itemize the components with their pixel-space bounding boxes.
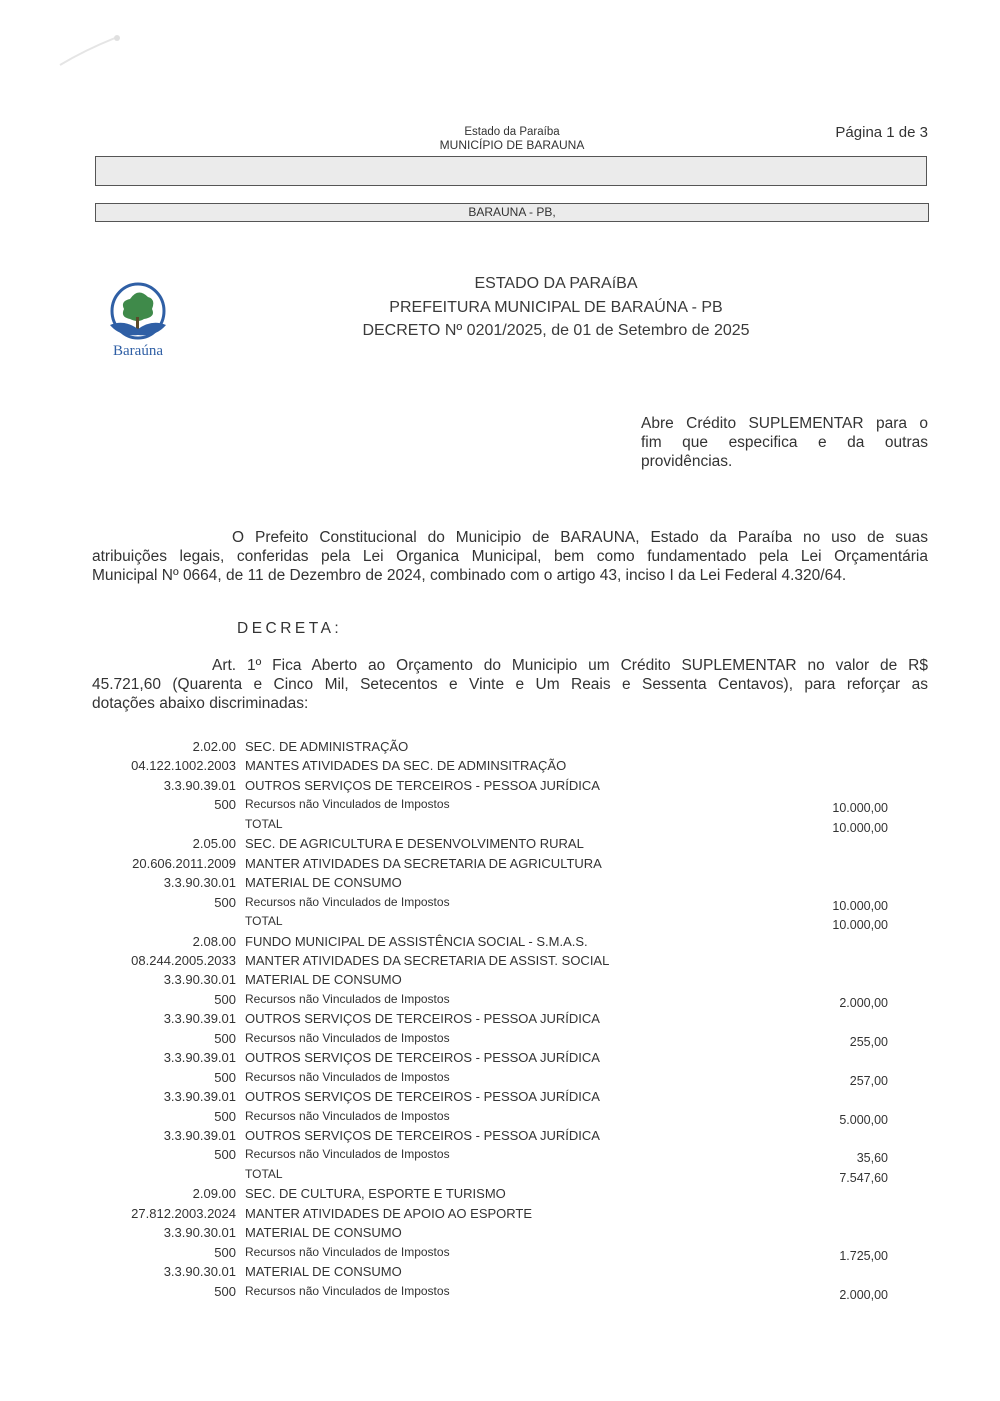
- budget-row-action: [0, 758, 1000, 777]
- budget-desc: OUTROS SERVIÇOS DE TERCEIROS - PESSOA JURÍDICA: [245, 1050, 600, 1066]
- summary-line: providências.: [641, 453, 733, 470]
- budget-desc: MATERIAL DE CONSUMO: [245, 972, 402, 988]
- budget-desc: MANTER ATIVIDADES DA SECRETARIA DE AGRICULTURA: [245, 855, 602, 871]
- budget-code: 2.08.00: [192, 933, 236, 949]
- budget-row-source: [0, 1245, 1000, 1264]
- budget-code: 3.3.90.30.01: [163, 1264, 236, 1280]
- budget-code: 3.3.90.39.01: [163, 1011, 236, 1027]
- budget-code: 3.3.90.39.01: [163, 1089, 236, 1105]
- header-municipality: MUNICÍPIO DE BARAUNA: [439, 138, 585, 152]
- budget-desc-leader: [245, 797, 782, 811]
- budget-desc: Recursos não Vinculados de Impostos: [245, 1244, 450, 1259]
- budget-row-source: [0, 1147, 1000, 1166]
- budget-row-element: [0, 1050, 1000, 1069]
- budget-code: 2.02.00: [192, 739, 236, 754]
- budget-desc-leader: [245, 1245, 782, 1259]
- budget-amount: 2.000,00: [839, 1287, 888, 1302]
- budget-amount: 2.000,00: [839, 995, 888, 1010]
- budget-desc: TOTAL: [245, 816, 283, 831]
- budget-desc: Recursos não Vinculados de Impostos: [245, 991, 450, 1006]
- scan-smudge: [55, 30, 135, 70]
- article-line: dotações abaixo discriminadas:: [92, 695, 309, 712]
- budget-code: 3.3.90.39.01: [163, 777, 236, 793]
- budget-desc-leader: [245, 817, 782, 831]
- budget-desc: Recursos não Vinculados de Impostos: [245, 1108, 450, 1123]
- budget-code: 500: [214, 797, 236, 813]
- budget-code: 500: [214, 1030, 236, 1046]
- budget-code: 500: [214, 1283, 236, 1299]
- budget-code: 08.244.2005.2033: [131, 952, 236, 968]
- budget-code: 3.3.90.30.01: [163, 1225, 236, 1241]
- preamble-line: atribuições legais, conferidas pela Lei Organica Municipal, bem como fundamentado pela Lei Orçamentária: [92, 548, 928, 565]
- budget-row-source: [0, 1070, 1000, 1089]
- budget-amount: 255,00: [849, 1034, 888, 1049]
- budget-desc: OUTROS SERVIÇOS DE TERCEIROS - PESSOA JURÍDICA: [245, 1128, 600, 1143]
- decree-title: DECRETO Nº 0201/2025, de 01 de Setembro de 2025: [362, 322, 750, 339]
- budget-desc: SEC. DE ADMINISTRAÇÃO: [245, 739, 409, 754]
- title-state: ESTADO DA PARAíBA: [474, 275, 638, 292]
- budget-code: 2.05.00: [192, 836, 236, 852]
- budget-desc: OUTROS SERVIÇOS DE TERCEIROS - PESSOA JURÍDICA: [245, 1089, 600, 1105]
- budget-amount: 1.725,00: [839, 1248, 888, 1263]
- budget-desc: Recursos não Vinculados de Impostos: [245, 797, 450, 812]
- budget-row-source: [0, 992, 1000, 1011]
- budget-desc-leader: [245, 1031, 782, 1045]
- preamble-line: O Prefeito Constitucional do Municipio de BARAUNA, Estado da Paraíba no uso de suas: [232, 529, 928, 546]
- budget-desc: Recursos não Vinculados de Impostos: [245, 1147, 450, 1162]
- budget-desc: TOTAL: [245, 914, 283, 929]
- budget-code: 04.122.1002.2003: [131, 758, 236, 774]
- budget-row-unit: [0, 836, 1000, 855]
- budget-code: 3.3.90.39.01: [163, 1128, 236, 1143]
- summary-line: fim que especifica e da outras: [641, 434, 928, 451]
- budget-desc: OUTROS SERVIÇOS DE TERCEIROS - PESSOA JURÍDICA: [245, 1011, 600, 1027]
- budget-amount: 7.547,60: [839, 1170, 888, 1185]
- budget-amount: 10.000,00: [832, 898, 888, 913]
- budget-code: 500: [214, 1147, 236, 1163]
- municipal-logo-icon: [100, 281, 176, 361]
- budget-desc: MANTER ATIVIDADES DA SECRETARIA DE ASSIST. SOCIAL: [245, 952, 610, 968]
- budget-code: 500: [214, 1244, 236, 1260]
- budget-desc: OUTROS SERVIÇOS DE TERCEIROS - PESSOA JURÍDICA: [245, 777, 600, 793]
- summary-line: Abre Crédito SUPLEMENTAR para o: [641, 415, 928, 432]
- preamble-line: Municipal Nº 0664, de 11 de Dezembro de 2024, combinado com o artigo 43, inciso I da Lei Federal 4.320/64.: [92, 567, 847, 584]
- budget-desc-leader: [245, 1109, 782, 1123]
- budget-desc-leader: [245, 1147, 782, 1161]
- budget-code: 500: [214, 1108, 236, 1124]
- budget-desc-leader: [245, 914, 782, 928]
- budget-desc: SEC. DE AGRICULTURA E DESENVOLVIMENTO RURAL: [245, 836, 584, 852]
- budget-code: 27.812.2003.2024: [131, 1205, 236, 1221]
- budget-code: 3.3.90.39.01: [163, 1050, 236, 1066]
- article-line: 45.721,60 (Quarenta e Cinco Mil, Setecentos e Vinte e Um Reais e Sessenta Centavos), para reforçar as: [92, 676, 928, 693]
- budget-row-total: [0, 817, 1000, 836]
- budget-desc: FUNDO MUNICIPAL DE ASSISTÊNCIA SOCIAL - S.M.A.S.: [245, 933, 588, 949]
- budget-row-element: [0, 875, 1000, 894]
- budget-desc-leader: [245, 992, 782, 1006]
- budget-row-action: [0, 953, 1000, 972]
- budget-desc: MATERIAL DE CONSUMO: [245, 1264, 402, 1280]
- budget-row-source: [0, 1031, 1000, 1050]
- budget-row-source: [0, 1109, 1000, 1128]
- budget-row-source: [0, 895, 1000, 914]
- article-line: Art. 1º Fica Aberto ao Orçamento do Municipio um Crédito SUPLEMENTAR no valor de R$: [212, 657, 928, 674]
- budget-row-action: [0, 1206, 1000, 1225]
- title-prefeitura: PREFEITURA MUNICIPAL DE BARAÚNA - PB: [389, 299, 723, 316]
- budget-desc: Recursos não Vinculados de Impostos: [245, 894, 450, 909]
- budget-code: 3.3.90.30.01: [163, 875, 236, 891]
- budget-code: 500: [214, 1069, 236, 1085]
- budget-row-element: [0, 1128, 1000, 1147]
- budget-row-source: [0, 1284, 1000, 1303]
- budget-row-element: [0, 1225, 1000, 1244]
- budget-amount: 10.000,00: [832, 801, 888, 816]
- budget-amount: 10.000,00: [832, 820, 888, 835]
- budget-desc: TOTAL: [245, 1166, 283, 1181]
- budget-row-unit: [0, 934, 1000, 953]
- budget-code: 20.606.2011.2009: [132, 855, 236, 871]
- budget-row-unit: [0, 1186, 1000, 1205]
- header-state: Estado da Paraíba: [464, 126, 560, 138]
- budget-desc: Recursos não Vinculados de Impostos: [245, 1283, 450, 1298]
- preamble-paragraph: [92, 528, 928, 585]
- page-number: Página 1 de 3: [835, 124, 928, 141]
- budget-desc: Recursos não Vinculados de Impostos: [245, 1030, 450, 1045]
- budget-row-unit: [0, 739, 1000, 758]
- budget-code: 3.3.90.30.01: [163, 972, 236, 988]
- decree-summary: [641, 414, 928, 471]
- budget-desc-leader: [245, 1284, 782, 1298]
- article-1-paragraph: [92, 656, 928, 713]
- budget-code: 500: [214, 991, 236, 1007]
- budget-desc: Recursos não Vinculados de Impostos: [245, 1069, 450, 1084]
- budget-desc: MATERIAL DE CONSUMO: [245, 875, 402, 891]
- budget-amount: 257,00: [849, 1073, 888, 1088]
- budget-row-source: [0, 797, 1000, 816]
- budget-row-action: [0, 856, 1000, 875]
- budget-desc: SEC. DE CULTURA, ESPORTE E TURISMO: [245, 1186, 506, 1202]
- budget-code: 2.09.00: [192, 1186, 236, 1202]
- budget-row-element: [0, 1264, 1000, 1283]
- budget-row-element: [0, 778, 1000, 797]
- budget-row-total: [0, 1167, 1000, 1186]
- budget-amount: 5.000,00: [839, 1112, 888, 1127]
- budget-desc-leader: [245, 1070, 782, 1084]
- logo-text: Baraúna: [113, 343, 163, 359]
- budget-desc-leader: [245, 1167, 782, 1181]
- location-bar: BARAUNA - PB,: [95, 203, 929, 222]
- budget-desc: MANTER ATIVIDADES DE APOIO AO ESPORTE: [245, 1205, 533, 1221]
- header-gray-bar: [95, 156, 927, 186]
- budget-desc: MATERIAL DE CONSUMO: [245, 1225, 402, 1241]
- budget-row-total: [0, 914, 1000, 933]
- budget-row-element: [0, 1011, 1000, 1030]
- budget-row-element: [0, 1089, 1000, 1108]
- budget-amount: 35,60: [856, 1151, 888, 1166]
- budget-desc: MANTES ATIVIDADES DA SEC. DE ADMINSITRAÇÃO: [245, 758, 567, 774]
- decreta-heading: DECRETA:: [237, 620, 343, 637]
- budget-row-element: [0, 972, 1000, 991]
- budget-amount: 10.000,00: [832, 918, 888, 933]
- budget-code: 500: [214, 894, 236, 910]
- budget-desc-leader: [245, 895, 782, 909]
